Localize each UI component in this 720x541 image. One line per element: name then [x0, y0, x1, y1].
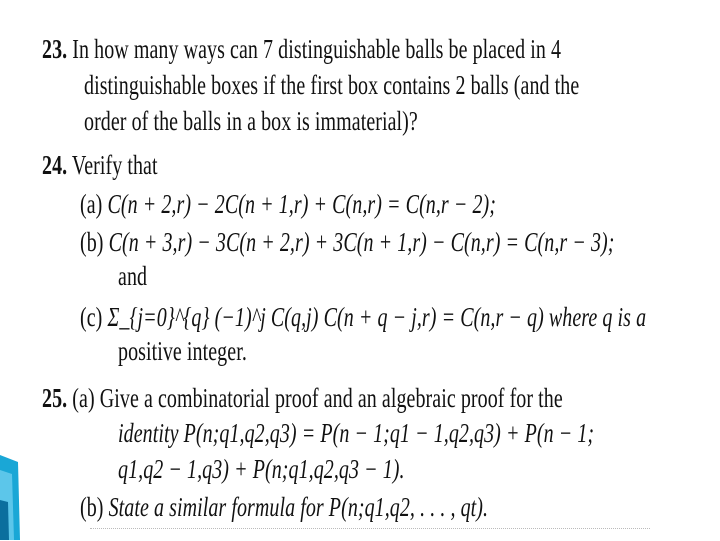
part-label: (a): [80, 189, 103, 219]
part-label: (a): [72, 383, 95, 413]
problem-24-part-b-cont: [118, 261, 147, 291]
problem-23-line-3: [84, 106, 418, 136]
problem-24-part-a: [80, 189, 496, 219]
page-bottom-edge: [90, 528, 650, 541]
problem-text: Verify that: [71, 150, 158, 180]
problem-number: 24.: [42, 150, 68, 180]
problem-text: positive integer.: [118, 336, 247, 366]
problem-24-part-c: [80, 302, 646, 332]
problem-25-part-a-line-2: [118, 418, 594, 448]
problem-text: and: [118, 261, 148, 291]
equation: C(n + 2,r) − 2C(n + 1,r) + C(n,r) = C(n,r − 2);: [107, 189, 496, 219]
problem-number: 23.: [42, 34, 68, 64]
equation: q1,q2 − 1,q3) + P(n;q1,q2,q3 − 1).: [118, 454, 405, 484]
part-label: (c): [80, 302, 103, 332]
equation: identity P(n;q1,q2,q3) = P(n − 1;q1 − 1,q2,q3) + P(n − 1;: [118, 418, 595, 448]
equation: Σ_{j=0}^{q} (−1)^j C(q,j) C(n + q − j,r) = C(n,r − q) where q is a: [107, 302, 647, 332]
problem-text: In how many ways can 7 distinguishable balls be placed in 4: [72, 34, 562, 64]
problem-text: State a similar formula for P(n;q1,q2, . . . , qt).: [108, 492, 489, 522]
problem-24-part-b: [80, 227, 614, 257]
part-label: (b): [80, 492, 104, 522]
problem-23-line-1: [42, 34, 561, 64]
part-label: (b): [80, 227, 104, 257]
problem-text: Give a combinatorial proof and an algebraic proof for the: [99, 383, 563, 413]
problem-24-part-c-cont: [118, 336, 247, 366]
problem-25-part-b: [80, 492, 488, 522]
problem-25-part-a: [42, 383, 563, 413]
equation: C(n + 3,r) − 3C(n + 2,r) + 3C(n + 1,r) − C(n,r) = C(n,r − 3);: [108, 227, 615, 257]
problem-text: distinguishable boxes if the first box contains 2 balls (and the: [84, 70, 580, 100]
problem-number: 25.: [42, 383, 68, 413]
problem-text: order of the balls in a box is immaterial)?: [84, 106, 418, 136]
problem-24-intro: [42, 150, 158, 180]
problem-25-part-a-line-3: [118, 454, 405, 484]
problem-23-line-2: [84, 70, 579, 100]
